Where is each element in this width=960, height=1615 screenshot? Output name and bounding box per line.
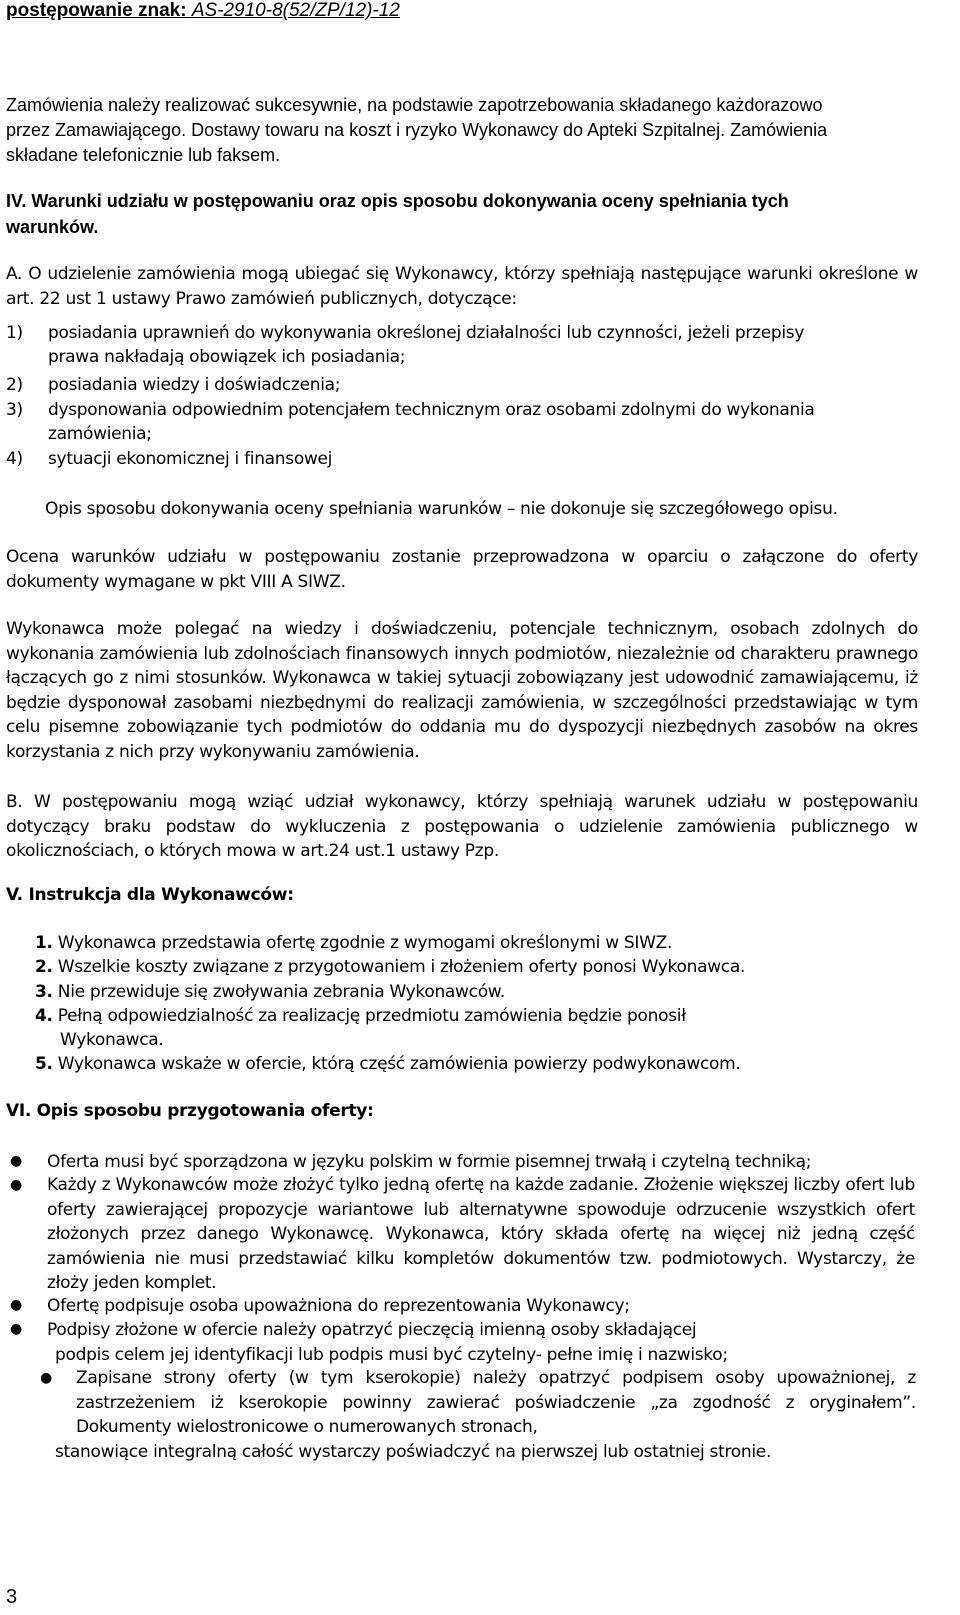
intro-line-1: Zamówienia należy realizować sukcesywnie, na podstawie zapotrzebowania składanego każdorazowo bbox=[6, 95, 823, 115]
condition-1-text-cont: prawa nakładają obowiązek ich posiadania; bbox=[48, 347, 406, 367]
instruction-4-text-cont: Wykonawca. bbox=[60, 1030, 164, 1050]
instruction-2-text: Wszelkie koszty związane z przygotowaniem i złożeniem oferty ponosi Wykonawca. bbox=[57, 957, 746, 977]
instruction-1-text: Wykonawca przedstawia ofertę zgodnie z wymogami określonymi w SIWZ. bbox=[57, 933, 673, 953]
bullet-icon: ● bbox=[10, 1321, 23, 1337]
bullet-icon: ● bbox=[10, 1297, 23, 1313]
instruction-4-number: 4. bbox=[35, 1006, 53, 1026]
condition-3-text: dysponowania odpowiednim potencjałem technicznym oraz osobami zdolnymi do wykonania bbox=[48, 400, 815, 420]
procedure-code: AS-2910-8(52/ZP/12)-12 bbox=[191, 0, 400, 21]
offer-rule-4: Podpisy złożone w ofercie należy opatrzyć pieczęcią imienną osoby składającej bbox=[47, 1320, 697, 1340]
assessment-method-note: Opis sposobu dokonywania oceny spełniania warunków – nie dokonuje się szczegółowego opisu. bbox=[45, 499, 838, 519]
offer-rule-5-cont: stanowiące integralną całość wystarczy poświadczyć na pierwszej lub ostatniej stronie. bbox=[55, 1442, 772, 1462]
condition-3-text-cont: zamówienia; bbox=[48, 424, 152, 444]
condition-1-number: 1) bbox=[6, 323, 23, 343]
offer-rule-4-cont: podpis celem jej identyfikacji lub podpis musi być czytelny- pełne imię i nazwisko; bbox=[55, 1345, 728, 1365]
instruction-1-number: 1. bbox=[35, 933, 53, 953]
instruction-5-number: 5. bbox=[35, 1054, 53, 1074]
condition-4-number: 4) bbox=[6, 449, 23, 469]
condition-3-number: 3) bbox=[6, 400, 23, 420]
bullet-icon: ● bbox=[10, 1177, 23, 1193]
bullet-icon: ● bbox=[40, 1370, 53, 1386]
instruction-3-number: 3. bbox=[35, 982, 53, 1002]
condition-2-text: posiadania wiedzy i doświadczenia; bbox=[48, 375, 341, 395]
instruction-5 bbox=[35, 1053, 741, 1075]
section-4-a-paragraph: A. O udzielenie zamówienia mogą ubiegać się Wykonawcy, którzy spełniają następujące warunki określone w art. 22 ust 1 ustawy Prawo zamówień publicznych, dotyczące: bbox=[6, 264, 918, 309]
offer-rule-3: Ofertę podpisuje osoba upoważniona do reprezentowania Wykonawcy; bbox=[47, 1296, 630, 1316]
section-4-title-cont: warunków. bbox=[6, 217, 99, 237]
condition-1-text: posiadania uprawnień do wykonywania określonej działalności lub czynności, jeżeli przepisy bbox=[48, 323, 805, 343]
section-5-title: V. Instrukcja dla Wykonawców: bbox=[6, 885, 294, 905]
offer-rule-1: Oferta musi być sporządzona w języku polskim w formie pisemnej trwałą i czytelną techniką; bbox=[47, 1152, 812, 1172]
instruction-5-text: Wykonawca wskaże w ofercie, którą część zamówienia powierzy podwykonawcom. bbox=[57, 1054, 741, 1074]
instruction-1 bbox=[35, 932, 672, 954]
offer-rule-5: Zapisane strony oferty (w tym kserokopie) należy opatrzyć podpisem osoby upoważnionej, z zastrzeżeniem iż kserokopie powinny zawierać poświadczenie „za zgodność z oryginałem”. Dokumenty wielostronicowe o numerowanych stronach, bbox=[76, 1368, 916, 1437]
offer-rule-2: Każdy z Wykonawców może złożyć tylko jedną ofertę na każde zadanie. Złożenie większej liczby ofert lub oferty zawierającej propozycje wariantowe lub alternatywne spowoduje odrzucenie wszystkich ofert złożonych przez danego Wykonawcę. Wykonawca, który składa ofertę na więcej niż jedną część zamówienia nie musi przedstawiać kilku kompletów dokumentów tzw. podmiotowych. Wystarczy, że złoży jeden komplet. bbox=[47, 1175, 915, 1293]
instruction-4 bbox=[35, 1005, 686, 1027]
section-6-title: VI. Opis sposobu przygotowania oferty: bbox=[6, 1101, 374, 1121]
instruction-3 bbox=[35, 981, 505, 1003]
intro-line-3: składane telefonicznie lub faksem. bbox=[6, 145, 281, 165]
instruction-2 bbox=[35, 956, 745, 978]
assessment-paragraph: Ocena warunków udziału w postępowaniu zostanie przeprowadzona w oparciu o załączone do oferty dokumenty wymagane w pkt VIII A SIWZ. bbox=[6, 547, 918, 592]
resources-paragraph: Wykonawca może polegać na wiedzy i doświadczeniu, potencjale technicznym, osobach zdolnych do wykonania zamówienia lub zdolnościach finansowych innych podmiotów, niezależnie od charakteru prawnego łączących go z nimi stosunków. Wykonawca w takiej sytuacji zobowiązany jest udowodnić zamawiającemu, iż będzie dysponował zasobami niezbędnymi do realizacji zamówienia, w szczególności przedstawiając w tym celu pisemne zobowiązanie tych podmiotów do oddania mu do dyspozycji niezbędnych zasobów na okres korzystania z nich przy wykonywaniu zamówienia. bbox=[6, 619, 918, 762]
condition-2-number: 2) bbox=[6, 375, 23, 395]
procedure-label: postępowanie znak: bbox=[6, 0, 187, 21]
procedure-header bbox=[6, 0, 400, 22]
instruction-4-text: Pełną odpowiedzialność za realizację przedmiotu zamówienia będzie ponosił bbox=[57, 1006, 686, 1026]
section-4-b-paragraph: B. W postępowaniu mogą wziąć udział wykonawcy, którzy spełniają warunek udziału w postępowaniu dotyczący braku podstaw do wykluczenia z postępowania o udzielenie zamówienia publicznego w okolicznościach, o których mowa w art.24 ust.1 ustawy Pzp. bbox=[6, 792, 918, 861]
condition-4-text: sytuacji ekonomicznej i finansowej bbox=[48, 449, 333, 469]
page-number: 3 bbox=[6, 1586, 18, 1608]
instruction-2-number: 2. bbox=[35, 957, 53, 977]
bullet-icon: ● bbox=[10, 1153, 23, 1169]
section-4-title: IV. Warunki udziału w postępowaniu oraz opis sposobu dokonywania oceny spełniania tych bbox=[6, 191, 789, 211]
intro-line-2: przez Zamawiającego. Dostawy towaru na koszt i ryzyko Wykonawcy do Apteki Szpitalnej. Zamówienia bbox=[6, 120, 828, 140]
instruction-3-text: Nie przewiduje się zwoływania zebrania Wykonawców. bbox=[57, 982, 505, 1002]
